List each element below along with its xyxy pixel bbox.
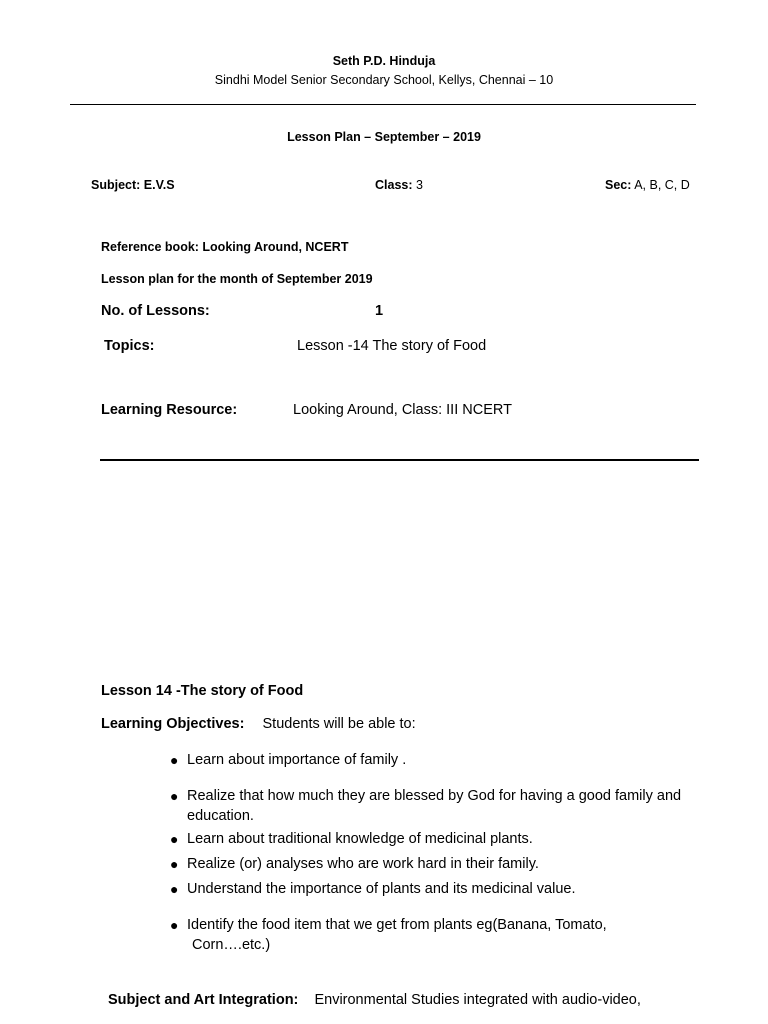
objective-text: Realize (or) analyses who are work hard in their family. bbox=[187, 856, 539, 872]
list-item bbox=[170, 879, 727, 899]
sec-value: A, B, C, D bbox=[634, 178, 690, 192]
class-value: 3 bbox=[416, 178, 423, 192]
objectives-line bbox=[101, 716, 416, 732]
class-label: Class: bbox=[375, 178, 413, 192]
header-divider bbox=[70, 104, 696, 105]
integration-label: Subject and Art Integration: bbox=[108, 992, 299, 1008]
subject-label: Subject: bbox=[91, 178, 141, 192]
list-item bbox=[170, 915, 727, 955]
list-item bbox=[170, 829, 727, 849]
bullet-icon: ● bbox=[170, 831, 179, 847]
school-address: Sindhi Model Senior Secondary School, Kellys, Chennai – 10 bbox=[214, 73, 554, 87]
bullet-icon: ● bbox=[170, 752, 179, 768]
section-divider bbox=[100, 459, 699, 461]
lessons-label: No. of Lessons: bbox=[101, 303, 210, 319]
objective-text: Understand the importance of plants and its medicinal value. bbox=[187, 881, 576, 897]
objective-text-continued: Corn….etc.) bbox=[192, 937, 271, 953]
subject-info bbox=[91, 178, 175, 192]
resource-label: Learning Resource: bbox=[101, 402, 238, 418]
plan-title: Lesson Plan – September – 2019 bbox=[287, 130, 481, 144]
bullet-icon: ● bbox=[170, 917, 179, 933]
objective-text: Identify the food item that we get from plants eg(Banana, Tomato, bbox=[187, 917, 607, 933]
lessons-value: 1 bbox=[375, 303, 384, 319]
list-item bbox=[170, 854, 727, 874]
sec-label: Sec: bbox=[605, 178, 632, 192]
integration-line bbox=[108, 992, 641, 1008]
objective-text: Learn about traditional knowledge of medicinal plants. bbox=[187, 831, 533, 847]
objective-text: Learn about importance of family . bbox=[187, 752, 407, 768]
reference-book: Reference book: Looking Around, NCERT bbox=[101, 240, 349, 254]
subject-value: E.V.S bbox=[143, 178, 175, 192]
bullet-icon: ● bbox=[170, 788, 179, 804]
list-item bbox=[170, 750, 727, 770]
bullet-icon: ● bbox=[170, 881, 179, 897]
objectives-intro: Students will be able to: bbox=[262, 716, 416, 732]
list-item bbox=[170, 786, 727, 826]
school-name: Seth P.D. Hinduja bbox=[332, 54, 436, 68]
class-info bbox=[375, 178, 423, 192]
objective-text: Realize that how much they are blessed by God for having a good family and education. bbox=[187, 788, 682, 824]
objectives-label: Learning Objectives: bbox=[101, 716, 245, 732]
bullet-icon: ● bbox=[170, 856, 179, 872]
topics-value: Lesson -14 The story of Food bbox=[297, 338, 487, 354]
lesson-heading: Lesson 14 -The story of Food bbox=[101, 683, 304, 699]
integration-text: Environmental Studies integrated with audio-video, bbox=[314, 992, 641, 1008]
topics-label: Topics: bbox=[104, 338, 155, 354]
resource-value: Looking Around, Class: III NCERT bbox=[293, 402, 512, 418]
month-line: Lesson plan for the month of September 2019 bbox=[101, 272, 373, 286]
sec-info bbox=[605, 178, 690, 192]
